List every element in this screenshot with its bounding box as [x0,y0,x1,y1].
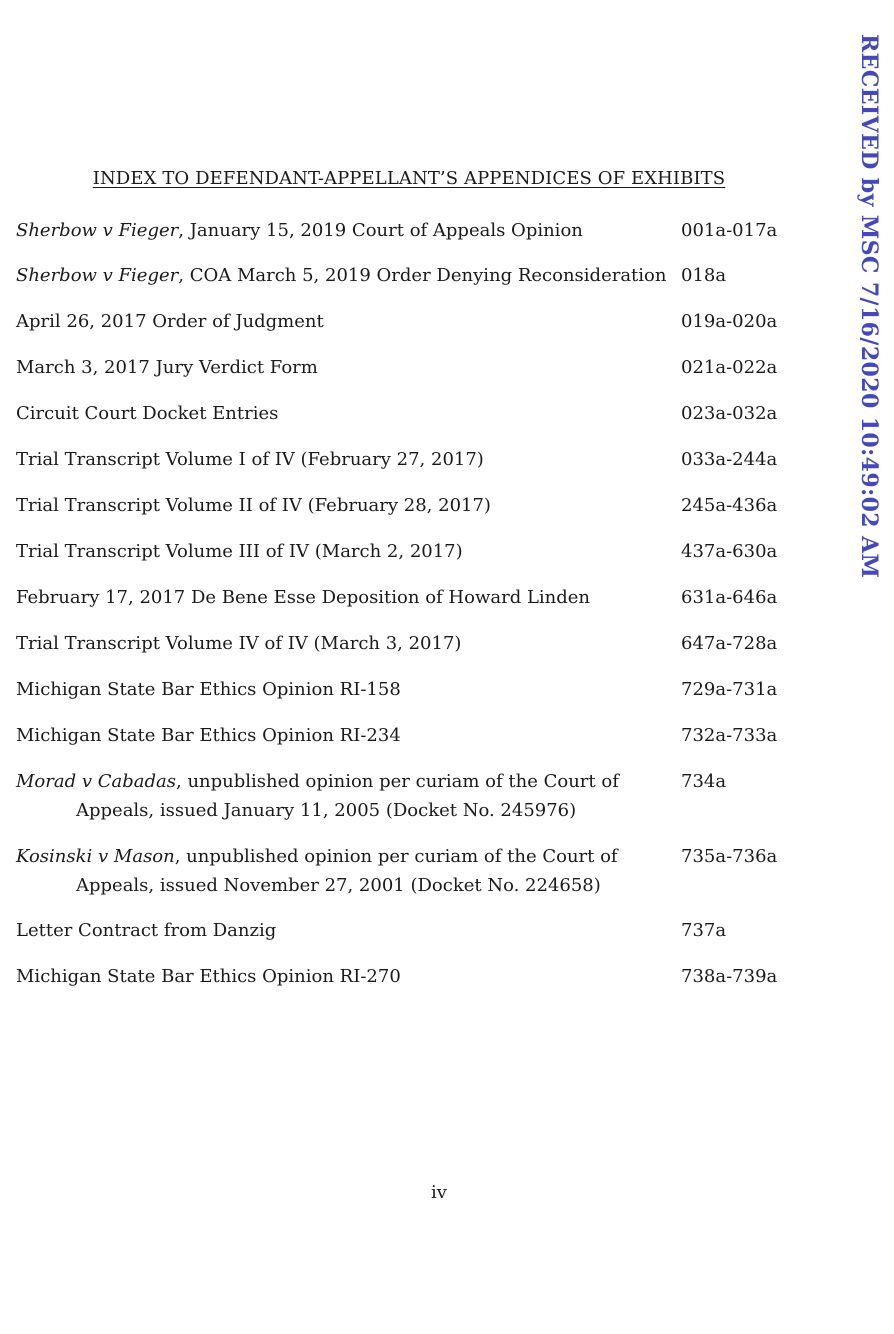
entry-text: Trial Transcript Volume III of IV (March 2, 2017) [16,541,463,562]
index-entry [16,399,796,428]
page-number: iv [431,1182,447,1203]
entry-text: Trial Transcript Volume I of IV (February 27, 2017) [16,449,484,470]
case-name: Morad v Cabadas [16,771,176,792]
exhibit-index-list [16,216,796,991]
entry-pages: 245a-436a [681,495,778,516]
entry-text: Michigan State Bar Ethics Opinion RI-158 [16,679,401,700]
index-entry [16,307,796,336]
index-entry [16,721,796,750]
entry-text: , January 15, 2019 Court of Appeals Opinion [178,220,583,241]
entry-description [16,445,681,474]
entry-description [16,675,681,704]
entry-text: March 3, 2017 Jury Verdict Form [16,357,318,378]
index-entry [16,962,796,991]
entry-pages: 018a [681,265,727,286]
entry-pages: 033a-244a [681,449,778,470]
entry-text: , unpublished opinion per curiam of the Court of Appeals, issued November 27, 2001 (Docket No. 224658) [76,846,618,896]
case-name: Sherbow v Fieger [16,220,179,241]
entry-pages: 738a-739a [681,966,778,987]
entry-pages: 019a-020a [681,311,778,332]
received-stamp: RECEIVED by MSC 7/16/2020 10:49:02 AM [856,34,882,579]
entry-text: Michigan State Bar Ethics Opinion RI-270 [16,966,401,987]
entry-description [16,491,681,520]
index-entry [16,491,796,520]
entry-description [16,842,681,900]
index-entry [16,445,796,474]
index-entry [16,767,796,825]
entry-description [16,399,681,428]
entry-text: Circuit Court Docket Entries [16,403,279,424]
entry-description [16,583,681,612]
entry-pages: 001a-017a [681,220,778,241]
entry-text: Michigan State Bar Ethics Opinion RI-234 [16,725,401,746]
entry-pages: 729a-731a [681,679,778,700]
index-entry [16,353,796,382]
entry-description [16,307,681,336]
entry-text: Letter Contract from Danzig [16,920,277,941]
entry-pages: 023a-032a [681,403,778,424]
case-name: Kosinski v Mason [16,846,175,867]
entry-pages: 732a-733a [681,725,778,746]
entry-description [16,767,681,825]
index-title: INDEX TO DEFENDANT-APPELLANT’S APPENDICES OF EXHIBITS [92,168,726,189]
entry-text: , unpublished opinion per curiam of the Court of Appeals, issued January 11, 2005 (Docket No. 245976) [76,771,619,821]
entry-description [16,721,681,750]
entry-description [16,916,681,945]
index-entry [16,216,796,245]
entry-pages: 737a [681,920,727,941]
entry-text: February 17, 2017 De Bene Esse Deposition of Howard Linden [16,587,591,608]
entry-text: Trial Transcript Volume IV of IV (March 3, 2017) [16,633,462,654]
entry-text: , COA March 5, 2019 Order Denying Reconsideration [178,265,667,286]
index-entry [16,675,796,704]
entry-pages: 631a-646a [681,587,778,608]
entry-description [16,962,681,991]
entry-description [16,353,681,382]
entry-pages: 021a-022a [681,357,778,378]
index-entry [16,916,796,945]
entry-description [16,261,681,290]
entry-text: Trial Transcript Volume II of IV (February 28, 2017) [16,495,491,516]
entry-description [16,629,681,658]
index-entry [16,629,796,658]
entry-description [16,537,681,566]
index-entry [16,261,796,290]
entry-pages: 734a [681,771,727,792]
index-entry [16,537,796,566]
entry-description [16,216,681,245]
entry-pages: 437a-630a [681,541,778,562]
case-name: Sherbow v Fieger [16,265,179,286]
entry-pages: 647a-728a [681,633,778,654]
entry-pages: 735a-736a [681,846,778,867]
index-entry [16,583,796,612]
entry-text: April 26, 2017 Order of Judgment [16,311,324,332]
index-entry [16,842,796,900]
